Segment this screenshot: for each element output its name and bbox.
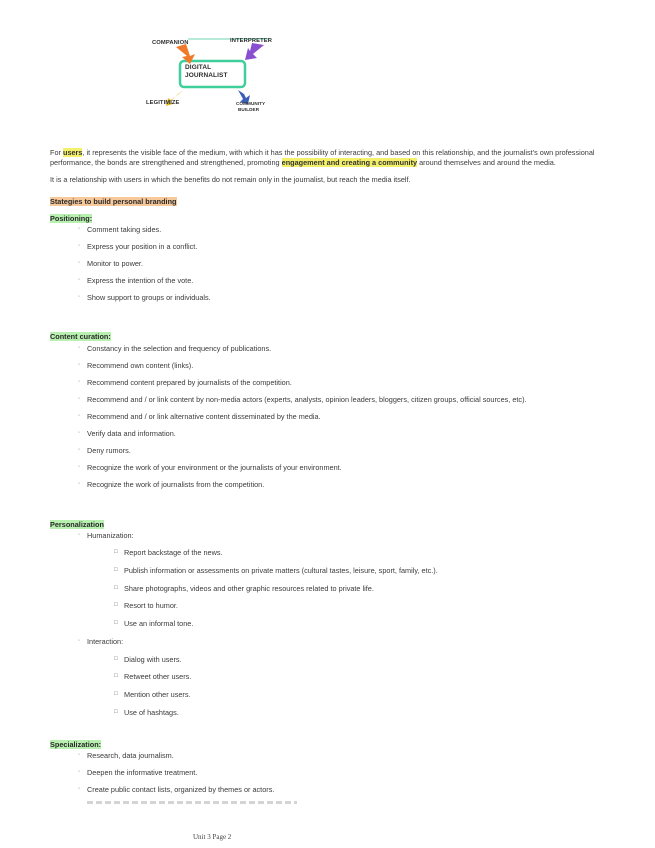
sub-list-item: □ Dialog with users. bbox=[124, 655, 182, 665]
page-footer: Unit 3 Page 2 bbox=[193, 833, 232, 841]
curation-heading-text: Content curation: bbox=[50, 332, 111, 341]
personalization-heading bbox=[50, 514, 104, 532]
list-item: ◦ Deepen the informative treatment. bbox=[87, 768, 197, 778]
list-item: ◦ Comment taking sides. bbox=[87, 225, 161, 235]
positioning-heading-text: Positioning: bbox=[50, 214, 93, 223]
diagram-label-companion: COMPANION bbox=[152, 40, 189, 46]
personalization-heading-text: Personalization bbox=[50, 520, 104, 529]
list-item: ◦ Recommend and / or link content by non-media actors (experts, analysts, opinion leaders, bloggers, citizen groups, official sources, etc). bbox=[87, 395, 527, 405]
list-item: ◦ Recommend and / or link alternative content disseminated by the media. bbox=[87, 412, 321, 422]
sub-list-item: □ Use of hashtags. bbox=[124, 708, 179, 718]
list-item-humanization: ◦ Humanization: bbox=[87, 531, 134, 541]
intro-text-end: around themselves and around the media. bbox=[417, 157, 556, 167]
list-item: ◦ Research, data journalism. bbox=[87, 751, 174, 761]
sub-list-item: □ Mention other users. bbox=[124, 690, 191, 700]
curation-heading bbox=[50, 326, 111, 344]
cut-off-line bbox=[87, 801, 297, 804]
intro-text-middle: , it represents the visible face of the medium, with which it has the possibility of interacting, and based on this relationship, and the journalist's own professional performance, the bonds are strengthened and strengthened, promoting bbox=[50, 148, 595, 167]
diagram-label-legitimize: LEGITIMIZE bbox=[146, 100, 180, 106]
diagram-label-community-1: COMMUNITY bbox=[236, 101, 266, 106]
sub-list-item: □ Share photographs, videos and other graphic resources related to private life. bbox=[124, 584, 374, 594]
positioning-heading bbox=[50, 208, 92, 226]
list-item: ◦ Verify data and information. bbox=[87, 429, 176, 439]
sub-list-item: □ Retweet other users. bbox=[124, 672, 191, 682]
strategies-heading bbox=[50, 191, 177, 209]
sub-list-item: □ Resort to humor. bbox=[124, 601, 178, 611]
list-item: ◦ Express the intention of the vote. bbox=[87, 276, 193, 286]
intro-paragraph bbox=[50, 148, 625, 167]
intro-paragraph-2: It is a relationship with users in which the benefits do not remain only in the journalist, but reach the media itself. bbox=[50, 175, 411, 184]
sub-list-item: □ Use an informal tone. bbox=[124, 619, 193, 629]
list-item: ◦ Recognize the work of journalists from the competition. bbox=[87, 480, 264, 490]
list-item: ◦ Show support to groups or individuals. bbox=[87, 293, 211, 303]
intro-text-start: For bbox=[50, 148, 63, 157]
list-item: ◦ Recommend content prepared by journalists of the competition. bbox=[87, 378, 292, 388]
list-item: ◦ Recommend own content (links). bbox=[87, 361, 193, 371]
list-item-interaction: ◦ Interaction: bbox=[87, 637, 123, 647]
diagram-center-label-2: JOURNALIST bbox=[185, 72, 228, 79]
sub-list-item: □ Report backstage of the news. bbox=[124, 548, 223, 558]
strategies-heading-text: Stategies to build personal branding bbox=[50, 197, 177, 206]
list-item: ◦ Deny rumors. bbox=[87, 446, 131, 456]
digital-journalist-diagram bbox=[140, 34, 290, 114]
specialization-heading bbox=[50, 734, 101, 752]
list-item: ◦ Express your position in a conflict. bbox=[87, 242, 197, 252]
highlight-engagement: engagement and creating a community bbox=[281, 157, 418, 167]
diagram-label-community-2: BUILDER bbox=[238, 107, 260, 112]
list-item: ◦ Recognize the work of your environment or the journalists of your environment. bbox=[87, 463, 342, 473]
highlight-users: users bbox=[62, 148, 83, 157]
sub-list-item: □ Publish information or assessments on private matters (cultural tastes, leisure, sport, family, etc.). bbox=[124, 566, 438, 576]
diagram-label-interpreter: INTERPRETER bbox=[230, 38, 273, 44]
list-item: ◦ Create public contact lists, organized by themes or actors. bbox=[87, 785, 274, 795]
specialization-heading-text: Specialization: bbox=[50, 740, 102, 749]
list-item: ◦ Monitor to power. bbox=[87, 259, 143, 269]
diagram-center-label-1: DIGITAL bbox=[185, 64, 212, 71]
list-item: ◦ Constancy in the selection and frequency of publications. bbox=[87, 344, 271, 354]
